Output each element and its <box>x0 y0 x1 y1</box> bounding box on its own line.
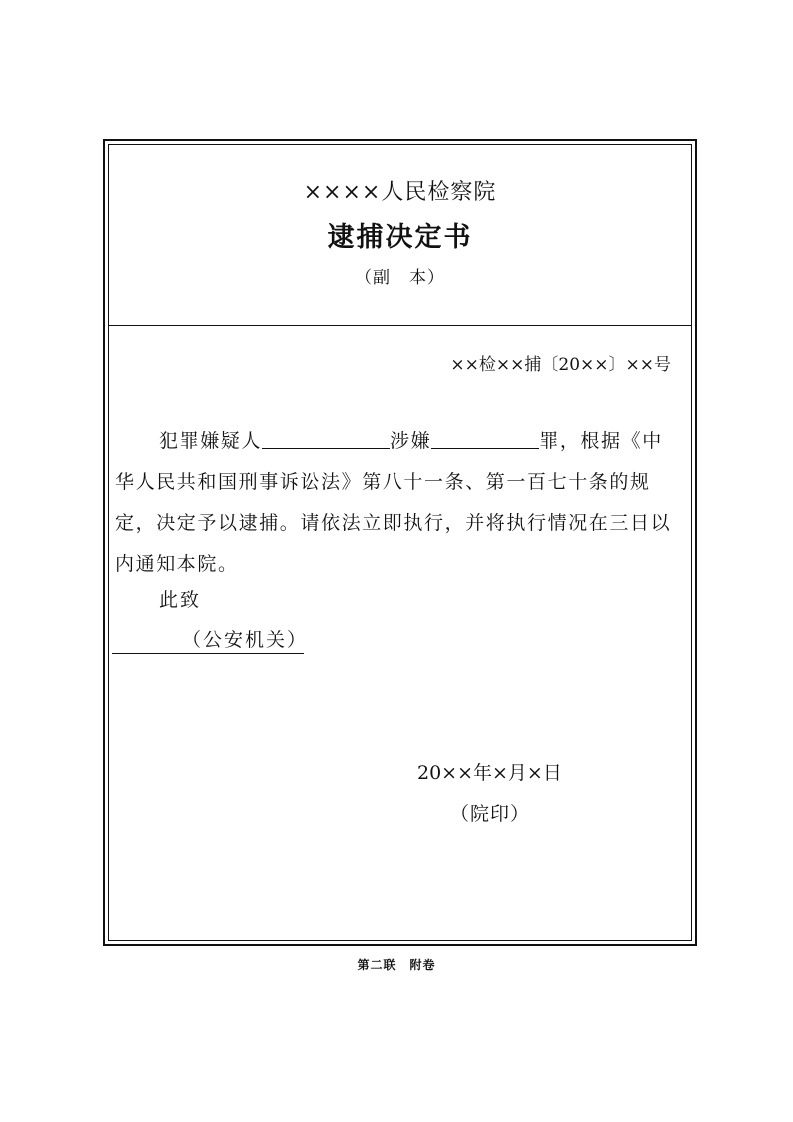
issue-date: 20××年×月×日 <box>417 762 562 784</box>
body-text-legal-basis: 罪，根据《中华人民共和国刑事诉讼法》第八十一条、第一百七十条的规定，决定予以逮捕。请依法立即执行，并将执行情况在三日以内通知本院。 <box>115 430 672 575</box>
document-title: 逮捕决定书 <box>327 222 473 253</box>
organization-name: ××××人民检察院 <box>303 180 497 205</box>
body-text-suspect: 犯罪嫌疑人 <box>159 430 263 452</box>
document-inner-frame <box>108 144 692 941</box>
copy-label: （副 本） <box>355 268 445 288</box>
copy-footer: 第二联 附卷 <box>357 958 436 972</box>
charge-blank[interactable] <box>431 426 539 449</box>
document-header <box>109 145 691 326</box>
salutation: 此致 <box>159 589 202 611</box>
body-text-suspected-of: 涉嫌 <box>390 430 432 452</box>
seal-label: （院印） <box>450 803 531 825</box>
suspect-name-blank[interactable] <box>262 426 390 449</box>
decision-body <box>115 421 683 585</box>
document-frame <box>103 139 697 946</box>
document-number: ××检××捕〔20××〕××号 <box>450 355 671 375</box>
recipient-line: （公安机关） <box>112 627 304 654</box>
